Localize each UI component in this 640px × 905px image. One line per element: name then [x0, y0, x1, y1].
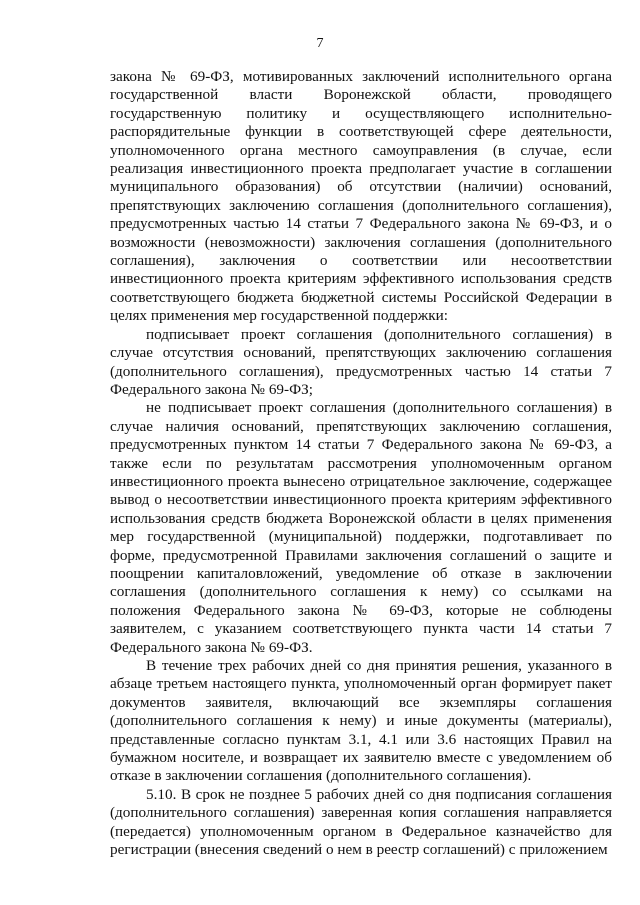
- paragraph-signs-agreement: подписывает проект соглашения (дополнительного соглашения) в случае отсутствия оснований, препятствующих заключению соглашения (дополнительного соглашения), предусмотренных частью 14 статьи 7 Федерального закона № 69-ФЗ;: [110, 325, 612, 398]
- document-body: [110, 68, 612, 859]
- paragraph-continuation: закона № 69-ФЗ, мотивированных заключений исполнительного органа государственной власти Воронежской области, проводящего государственную политику и осуществляющего исполнительно-распорядительные функции в соответствующей сфере деятельности, уполномоченного органа местного самоуправления (в случае, если реализация инвестиционного проекта предполагает участие в соглашении муниципального образования) об отсутствии (наличии) оснований, препятствующих заключению соглашения (дополнительного соглашения), предусмотренных частью 14 статьи 7 Федерального закона № 69-ФЗ, и о возможности (невозможности) заключения соглашения (дополнительного соглашения), заключения о соответствии или несоответствии инвестиционного проекта критериям эффективного использования средств соответствующего бюджета бюджетной системы Российской Федерации в целях применения мер государственной поддержки:: [110, 68, 612, 325]
- page-number: 7: [316, 36, 324, 51]
- paragraph-refuses-agreement: не подписывает проект соглашения (дополнительного соглашения) в случае наличия оснований, препятствующих заключению соглашения, предусмотренных пунктом 14 статьи 7 Федерального закона № 69-ФЗ, а также если по результатам рассмотрения уполномоченным органом инвестиционного проекта вынесено отрицательное заключение, содержащее вывод о несоответствии инвестиционного проекта критериям эффективного использования средств бюджета Воронежской области в целях применения мер государственной (муниципальной) поддержки, подготавливает по форме, предусмотренной Правилами заключения соглашений о защите и поощрении капиталовложений, уведомление об отказе в заключении соглашения (дополнительного соглашения к нему) со ссылками на положения Федерального закона № 69-ФЗ, которые не соблюдены заявителем, с указанием соответствующего пункта части 14 статьи 7 Федерального закона № 69-ФЗ.: [110, 399, 612, 656]
- paragraph-5-10: 5.10. В срок не позднее 5 рабочих дней со дня подписания соглашения (дополнительного соглашения) заверенная копия соглашения направляется (передается) уполномоченным органом в Федеральное казначейство для регистрации (внесения сведений о нем в реестр соглашений) с приложением: [110, 785, 612, 859]
- paragraph-return-documents: В течение трех рабочих дней со дня принятия решения, указанного в абзаце третьем настоящего пункта, уполномоченный орган формирует пакет документов заявителя, включающий все экземпляры соглашения (дополнительного соглашения к нему) и иные документы (материалы), представленные согласно пунктам 3.1, 4.1 или 3.6 настоящих Правил на бумажном носителе, и возвращает их заявителю вместе с уведомлением об отказе в заключении соглашения (дополнительного соглашения).: [110, 657, 612, 785]
